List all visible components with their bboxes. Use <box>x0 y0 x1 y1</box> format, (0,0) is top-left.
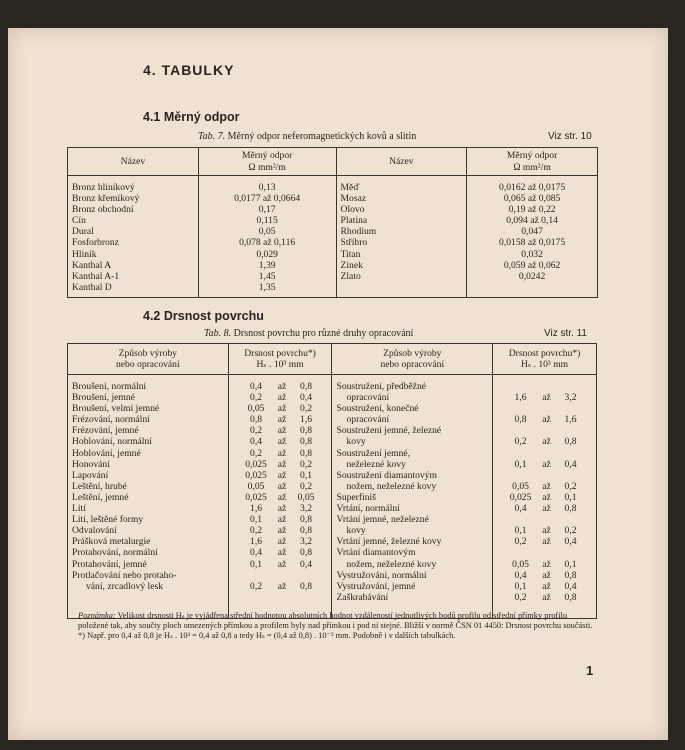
roughness-sep: až <box>542 491 551 503</box>
machining-method: nožem, neželezné kovy <box>332 559 493 570</box>
machining-method: Soustružení jemné, <box>332 448 493 459</box>
roughness-sep: až <box>542 558 551 570</box>
roughness-max: 1,6 <box>300 414 313 426</box>
material-name: Kanthal A <box>68 260 199 271</box>
material-name: Kanthal D <box>68 282 199 298</box>
table-row <box>68 503 597 514</box>
machining-method: Soustružení, předběžné <box>332 375 493 393</box>
roughness-max: 0,8 <box>564 591 577 603</box>
resistivity-value: 0,19 až 0,22 <box>467 204 598 215</box>
roughness-range <box>228 414 332 425</box>
machining-method: Lití, leštěné formy <box>68 514 229 525</box>
roughness-range <box>493 414 597 425</box>
table-row <box>68 215 598 226</box>
roughness-sep: až <box>277 547 287 559</box>
roughness-max: 0,1 <box>564 558 577 570</box>
machining-method: Protahování, jemné <box>68 559 229 570</box>
roughness-sep: až <box>277 536 287 548</box>
table-row <box>68 249 598 260</box>
roughness-range <box>493 436 597 447</box>
table-row <box>68 481 597 492</box>
resistivity-value: 0,065 až 0,085 <box>467 193 598 204</box>
roughness-range <box>493 492 597 503</box>
machining-method: Odvalování <box>68 525 229 536</box>
table-row <box>68 492 597 503</box>
roughness-sep: až <box>277 458 287 470</box>
page-number: 1 <box>586 663 594 678</box>
machining-method: opracování <box>332 392 493 403</box>
roughness-sep: až <box>277 503 287 515</box>
roughness-range <box>228 403 332 414</box>
table-row <box>68 559 597 570</box>
machining-method: Broušení, velmi jemné <box>68 403 229 414</box>
resistivity-value: 0,115 <box>198 215 336 226</box>
table-row <box>68 436 597 447</box>
roughness-sep: až <box>542 536 551 548</box>
machining-method: Soustružení jemné, železné <box>332 425 493 436</box>
roughness-min: 0,4 <box>250 381 263 392</box>
roughness-range <box>493 425 597 436</box>
roughness-range <box>228 581 332 592</box>
roughness-sep: až <box>277 491 287 503</box>
machining-method: Lapování <box>68 470 229 481</box>
roughness-max: 0,8 <box>300 381 313 392</box>
roughness-max: 0,8 <box>564 436 577 448</box>
roughness-sep: až <box>277 414 287 426</box>
machining-method: Broušení, normální <box>68 375 229 393</box>
table-row <box>68 403 597 414</box>
roughness-sep: až <box>277 381 287 392</box>
roughness-range <box>228 559 332 570</box>
note-paragraph <box>66 611 596 631</box>
material-name: Bronz hliníkový <box>68 176 199 194</box>
note-text: Velikost drsnosti Hₛ je vyjádřena střední hodnotou absolutních hodnot vzdáleností jednotlivých bodů profilu od střední přímky profilu položené tak, aby součty ploch omezených přímkou a profilem byly nad přímkou i pod ní stejné. Bližší v normě ČSN 01 4450: Drsnost povrchu součásti. <box>78 611 593 631</box>
roughness-max: 0,8 <box>300 436 313 448</box>
table8-see-reference: Viz str. 11 <box>544 328 587 339</box>
roughness-range <box>493 581 597 592</box>
roughness-range <box>493 448 597 459</box>
roughness-sep: až <box>542 591 551 603</box>
roughness-sep: až <box>277 447 287 459</box>
roughness-range <box>228 547 332 558</box>
roughness-min: 0,8 <box>514 414 527 426</box>
roughness-range <box>228 503 332 514</box>
roughness-max: 0,8 <box>300 514 313 526</box>
roughness-range <box>228 448 332 459</box>
machining-method: Honování <box>68 459 229 470</box>
table-row <box>68 260 598 271</box>
roughness-max: 0,2 <box>564 480 577 492</box>
roughness-range <box>228 375 332 393</box>
roughness-max: 1,6 <box>564 414 577 426</box>
resistivity-value: 0,0177 až 0,0664 <box>198 193 336 204</box>
roughness-range <box>228 392 332 403</box>
roughness-sep: až <box>277 514 287 526</box>
roughness-range <box>228 470 332 481</box>
roughness-max: 0,4 <box>564 580 577 592</box>
table7-caption-text: Měrný odpor neferomagnetických kovů a slitin <box>227 131 417 142</box>
roughness-max: 3,2 <box>300 503 313 515</box>
roughness-min: 0,2 <box>250 392 263 404</box>
note-label: Poznámka: <box>78 611 116 620</box>
roughness-min: 1,6 <box>250 503 263 515</box>
table-row <box>68 375 597 393</box>
col-header-resistivity: Měrný odpor Ω mm²/m <box>198 148 336 176</box>
material-name: Platina <box>336 215 467 226</box>
material-name <box>336 282 467 298</box>
roughness-min: 0,4 <box>250 547 263 559</box>
roughness-sep: až <box>277 436 287 448</box>
table8-caption-text: Drsnost povrchu pro různé druhy opracování <box>233 328 414 339</box>
roughness-max: 0,05 <box>297 491 315 503</box>
section-title-roughness: 4.2 Drsnost povrchu <box>143 309 264 323</box>
roughness-sep: až <box>277 558 287 570</box>
material-name: Hliník <box>68 249 199 260</box>
roughness-max: 0,4 <box>564 458 577 470</box>
roughness-min: 0,1 <box>250 514 263 526</box>
roughness-max: 0,2 <box>564 525 577 537</box>
table-row <box>68 525 597 536</box>
roughness-sep: až <box>542 458 551 470</box>
roughness-max: 3,2 <box>300 536 313 548</box>
material-name: Dural <box>68 226 199 237</box>
resistivity-value: 0,047 <box>467 226 598 237</box>
resistivity-table <box>67 147 598 298</box>
roughness-min: 0,05 <box>512 558 529 570</box>
machining-method: Frézování, normální <box>68 414 229 425</box>
table7-see-reference: Viz str. 10 <box>548 131 592 142</box>
roughness-range <box>493 536 597 547</box>
table-row <box>68 581 597 592</box>
material-name: Fosforbronz <box>68 237 199 248</box>
resistivity-value: 0,05 <box>198 226 336 237</box>
roughness-range <box>228 525 332 536</box>
resistivity-value: 1,35 <box>198 282 336 298</box>
roughness-min: 0,1 <box>514 458 527 470</box>
roughness-max: 0,8 <box>300 547 313 559</box>
roughness-min: 0,1 <box>514 580 527 592</box>
table-row <box>68 204 598 215</box>
roughness-range <box>228 514 332 525</box>
roughness-sep: až <box>542 392 551 404</box>
col-header-resistivity: Měrný odpor Ω mm²/m <box>467 148 598 176</box>
material-name: Titan <box>336 249 467 260</box>
roughness-max: 0,8 <box>300 525 313 537</box>
table-row <box>68 414 597 425</box>
material-name: Kanthal A-1 <box>68 271 199 282</box>
roughness-range <box>228 570 332 581</box>
roughness-max: 0,4 <box>300 392 313 404</box>
roughness-range <box>228 459 332 470</box>
roughness-min: 0,8 <box>250 414 263 426</box>
machining-method: Broušení, jemné <box>68 392 229 403</box>
machining-method <box>68 592 229 603</box>
roughness-sep: až <box>542 414 551 426</box>
table-row <box>68 514 597 525</box>
roughness-sep: až <box>277 480 287 492</box>
resistivity-value: 0,029 <box>198 249 336 260</box>
roughness-sep: až <box>277 392 287 404</box>
material-name: Cín <box>68 215 199 226</box>
roughness-min: 0,025 <box>245 458 267 470</box>
resistivity-value: 0,0242 <box>467 271 598 282</box>
table-row <box>68 282 598 298</box>
table-row <box>68 271 598 282</box>
roughness-sep: až <box>277 469 287 481</box>
roughness-sep: až <box>542 436 551 448</box>
machining-method: Vrtání jemné, neželezné <box>332 514 493 525</box>
roughness-range <box>493 559 597 570</box>
roughness-min: 0,2 <box>250 425 263 437</box>
resistivity-value: 0,059 až 0,062 <box>467 260 598 271</box>
roughness-min: 0,05 <box>512 480 529 492</box>
table-row <box>68 547 597 558</box>
machining-method: Vrtání diamantovým <box>332 547 493 558</box>
roughness-range <box>228 425 332 436</box>
roughness-range <box>493 403 597 414</box>
chapter-heading: 4. TABULKY <box>143 62 235 78</box>
roughness-min: 0,4 <box>514 569 527 581</box>
table-row <box>68 536 597 547</box>
roughness-min: 1,6 <box>514 392 527 404</box>
table7-caption <box>198 131 416 142</box>
machining-method: opracování <box>332 414 493 425</box>
machining-method: vání, zrcadlový lesk <box>68 581 229 592</box>
machining-method: Superfiniš <box>332 492 493 503</box>
roughness-min: 0,4 <box>514 503 527 515</box>
machining-method: Leštění, hrubé <box>68 481 229 492</box>
resistivity-value <box>467 282 598 298</box>
roughness-range <box>228 592 332 603</box>
col-header-roughness: Drsnost povrchu*) Hₛ . 10³ mm <box>493 344 597 375</box>
roughness-range <box>493 570 597 581</box>
roughness-table <box>67 343 597 619</box>
resistivity-value: 0,13 <box>198 176 336 194</box>
roughness-range <box>493 481 597 492</box>
roughness-min: 0,2 <box>514 591 527 603</box>
roughness-max: 0,1 <box>300 469 313 481</box>
section-title-resistivity: 4.1 Měrný odpor <box>143 110 240 124</box>
roughness-min: 0,05 <box>247 403 265 415</box>
roughness-range <box>493 592 597 603</box>
roughness-min: 0,1 <box>514 525 527 537</box>
machining-method: nožem, neželezné kovy <box>332 481 493 492</box>
roughness-range <box>493 470 597 481</box>
machining-method: Frézování, jemné <box>68 425 229 436</box>
roughness-range <box>228 492 332 503</box>
roughness-max: 0,8 <box>564 569 577 581</box>
col-header-name: Název <box>336 148 467 176</box>
roughness-sep: až <box>542 525 551 537</box>
roughness-min: 0,1 <box>250 558 263 570</box>
machining-method: neželezné kovy <box>332 459 493 470</box>
roughness-sep: až <box>542 580 551 592</box>
roughness-min: 0,2 <box>514 436 527 448</box>
roughness-range <box>493 525 597 536</box>
machining-method: Vystružování, jemné <box>332 581 493 592</box>
material-name: Bronz křemíkový <box>68 193 199 204</box>
machining-method: Lití <box>68 503 229 514</box>
roughness-min: 0,2 <box>514 536 527 548</box>
roughness-sep: až <box>277 403 287 415</box>
col-header-method: Způsob výroby nebo opracování <box>68 344 229 375</box>
roughness-min: 0,025 <box>245 469 267 481</box>
roughness-max: 0,8 <box>300 447 313 459</box>
machining-method: kovy <box>332 436 493 447</box>
table-row <box>68 459 597 470</box>
roughness-max: 0,2 <box>300 403 313 415</box>
roughness-min: 1,6 <box>250 536 263 548</box>
table-row <box>68 425 597 436</box>
resistivity-value: 0,0158 až 0,0175 <box>467 237 598 248</box>
material-name: Měď <box>336 176 467 194</box>
machining-method: Protlačování nebo protaho- <box>68 570 229 581</box>
roughness-min: 0,2 <box>250 580 263 592</box>
roughness-sep: až <box>277 580 287 592</box>
roughness-range <box>493 375 597 393</box>
material-name: Rhodium <box>336 226 467 237</box>
table-row <box>68 193 598 204</box>
machining-method: Vystružování, normální <box>332 570 493 581</box>
roughness-range <box>228 436 332 447</box>
table7-caption-label: Tab. 7. <box>198 131 226 142</box>
roughness-range <box>493 459 597 470</box>
roughness-range <box>493 514 597 525</box>
roughness-max: 0,1 <box>564 491 577 503</box>
note-footnote: *) Např. pro 0,4 až 0,8 je Hₛ . 10³ = 0,4 až 0,8 a tedy Hₛ = (0,4 až 0,8) . 10⁻³ mm. Podobně i v dalších tabulkách. <box>78 631 456 641</box>
resistivity-value: 0,0162 až 0,0175 <box>467 176 598 194</box>
machining-method: Protahování, normální <box>68 547 229 558</box>
roughness-max: 3,2 <box>564 392 577 404</box>
machining-method: Hoblování, normální <box>68 436 229 447</box>
roughness-range <box>493 392 597 403</box>
roughness-sep: až <box>277 525 287 537</box>
resistivity-value: 0,17 <box>198 204 336 215</box>
roughness-sep: až <box>277 425 287 437</box>
roughness-min: 0,025 <box>509 491 532 503</box>
roughness-max: 0,4 <box>564 536 577 548</box>
roughness-range <box>493 547 597 558</box>
roughness-max: 0,8 <box>300 425 313 437</box>
material-name: Zlato <box>336 271 467 282</box>
roughness-sep: až <box>542 569 551 581</box>
material-name: Zinek <box>336 260 467 271</box>
material-name: Stříbro <box>336 237 467 248</box>
resistivity-value: 1,39 <box>198 260 336 271</box>
roughness-min: 0,4 <box>250 436 263 448</box>
roughness-max: 0,8 <box>564 503 577 515</box>
machining-method: Soustružení, konečné <box>332 403 493 414</box>
roughness-min: 0,05 <box>247 480 265 492</box>
table-row <box>68 448 597 459</box>
roughness-sep: až <box>542 480 551 492</box>
col-header-method: Způsob výroby nebo opracování <box>332 344 493 375</box>
table-row <box>68 392 597 403</box>
material-name: Olovo <box>336 204 467 215</box>
table-row <box>68 237 598 248</box>
resistivity-value: 0,078 až 0,116 <box>198 237 336 248</box>
resistivity-value: 0,094 až 0,14 <box>467 215 598 226</box>
col-header-name: Název <box>68 148 199 176</box>
roughness-range <box>493 503 597 514</box>
roughness-range <box>228 481 332 492</box>
roughness-max: 0,4 <box>300 558 313 570</box>
roughness-sep: až <box>542 503 551 515</box>
material-name: Bronz obchodní <box>68 204 199 215</box>
roughness-max: 0,2 <box>300 458 313 470</box>
roughness-min: 0,025 <box>245 491 267 503</box>
roughness-min: 0,2 <box>250 525 263 537</box>
machining-method: Soustružení diamantovým <box>332 470 493 481</box>
resistivity-value: 0,032 <box>467 249 598 260</box>
table-row <box>68 592 597 603</box>
roughness-range <box>228 536 332 547</box>
machining-method: Prášková metalurgie <box>68 536 229 547</box>
table-row <box>68 470 597 481</box>
roughness-max: 0,2 <box>300 480 313 492</box>
table8-caption-label: Tab. 8. <box>204 328 232 339</box>
machining-method: Vrtání jemné, železné kovy <box>332 536 493 547</box>
table-row <box>68 176 598 194</box>
material-name: Mosaz <box>336 193 467 204</box>
table8-caption <box>204 328 413 339</box>
machining-method: kovy <box>332 525 493 536</box>
machining-method: Vrtání, normální <box>332 503 493 514</box>
machining-method: Hoblování, jemné <box>68 448 229 459</box>
machining-method: Leštění, jemné <box>68 492 229 503</box>
table-note <box>66 611 596 642</box>
resistivity-value: 1,45 <box>198 271 336 282</box>
roughness-min: 0,2 <box>250 447 263 459</box>
roughness-max: 0,8 <box>300 580 313 592</box>
machining-method: Zaškrabávání <box>332 592 493 603</box>
table-row <box>68 226 598 237</box>
col-header-roughness: Drsnost povrchu*) Hₛ . 10³ mm <box>228 344 332 375</box>
table-row <box>68 570 597 581</box>
